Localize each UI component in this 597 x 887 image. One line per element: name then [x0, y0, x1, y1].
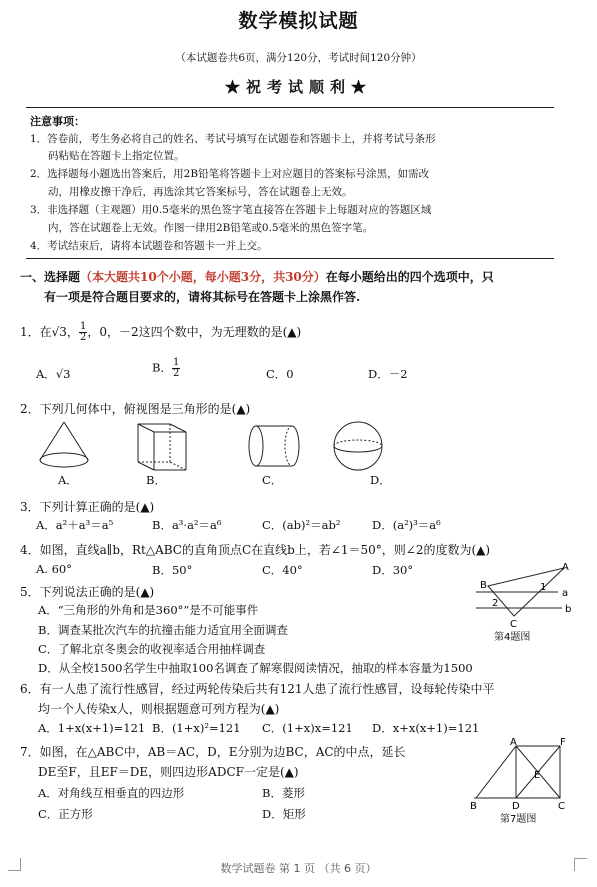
sqrt-3: √3	[51, 325, 67, 339]
notice-line: 动，用橡皮擦干净后，再选涂其它答案标号，答在试题卷上无效。	[48, 186, 353, 198]
q3-option-a: A．a²＋a³＝a⁵	[36, 518, 114, 532]
corner-mark-left	[8, 858, 21, 871]
q4-option-d: D．30°	[372, 563, 414, 577]
question-3-stem: 3．下列计算正确的是(▲)	[20, 500, 155, 514]
q6-option-c: C．(1+x)x=121	[262, 721, 353, 735]
label-D: D	[512, 801, 520, 812]
q3-option-d: D．(a²)³＝a⁶	[372, 518, 441, 532]
question-6-stem: 6．有一人患了流行性感冒，经过两轮传染后共有121人患了流行性感冒，设每轮传染中平	[20, 682, 495, 696]
blessing-text: ★祝考试顺利★	[224, 78, 372, 96]
q2-label-d: D．	[370, 473, 391, 487]
notice-line: 4．考试结束后，请将本试题卷和答题卡一并上交。	[30, 240, 268, 252]
question-2-stem: 2．下列几何体中，俯视图是三角形的是(▲)	[20, 402, 251, 416]
label-A: A	[562, 562, 569, 573]
q7-figure	[470, 736, 578, 826]
q6-option-b: B．(1+x)²=121	[152, 721, 241, 735]
q2-label-c: C．	[262, 473, 283, 487]
label-F: F	[560, 737, 566, 748]
q1-option-c: C．0	[266, 367, 294, 381]
q2-label-a: A．	[58, 473, 78, 487]
section-desc-line2: 有一项是符合题目要求的，请将其标号在答题卡上涂黑作答.	[44, 290, 361, 304]
notice-line: 1．答卷前，考生务必将自己的姓名、考试号填写在试题卷和答题卡上，并将考试号条形	[30, 133, 436, 145]
fraction-one-half: $\frac{1}{2}$	[79, 321, 87, 343]
q5-option-b: B．调查某批次汽车的抗撞击能力适宜用全面调查	[38, 623, 288, 637]
q7-option-c: C．正方形	[38, 807, 93, 821]
question-6-stem-line2: 均一个人传染x人，则根据题意可列方程为(▲)	[38, 702, 280, 716]
section-desc: 在每小题给出的四个选项中，只	[325, 270, 494, 284]
label-b: b	[565, 604, 572, 615]
q4-option-c: C．40°	[262, 563, 303, 577]
q1-option-b: B． $\frac{1}{2}$	[152, 357, 180, 379]
cylinder-shape	[249, 426, 299, 466]
q6-option-d: D．x+x(x+1)=121	[372, 721, 480, 735]
notice-line: 3．非选择题（主观题）用0.5毫米的黑色签字笔直接答在答题卡上每题对应的答题区域	[30, 204, 432, 216]
notice-heading: 注意事项：	[30, 115, 85, 128]
q3-option-c: C．(ab)²＝ab²	[262, 518, 341, 532]
page-title: 数学模拟试题	[238, 10, 359, 32]
section-score-note: （本大题共10个小题，每小题3分，共30分）	[80, 270, 326, 284]
q2-solids-figure	[30, 420, 390, 478]
side-ab	[476, 746, 516, 798]
cone-shape	[40, 422, 88, 467]
q7-option-a: A．对角线互相垂直的四边形	[38, 786, 185, 800]
fig4-caption: 第4题图	[494, 632, 531, 643]
label-B: B	[470, 801, 477, 812]
q5-option-c: C．了解北京冬奥会的收视率适合用抽样调查	[38, 642, 266, 656]
q7-option-d: D．矩形	[262, 807, 306, 821]
prism-shape	[138, 424, 186, 470]
question-7-stem: 7．如图，在△ABC中，AB＝AC，D，E分别为边BC，AC的中点，延长	[20, 745, 406, 759]
q4-option-a: A. 60°	[36, 562, 72, 576]
q1-option-a: A．√3	[36, 367, 71, 381]
q6-option-a: A．1+x(x+1)=121	[38, 721, 146, 735]
q7-option-b: B．菱形	[262, 786, 305, 800]
question-4-stem: 4．如图，直线a∥b，Rt△ABC的直角顶点C在直线b上，若∠1＝50°，则∠2的度数为(▲)	[20, 543, 491, 557]
section-heading	[20, 268, 494, 285]
notice-divider	[26, 258, 554, 259]
notice-line: 码粘贴在答题卡上指定位置。	[48, 150, 185, 162]
label-B: B	[480, 580, 487, 591]
sphere-shape	[334, 422, 382, 470]
label-A: A	[510, 737, 517, 748]
label-C: C	[558, 801, 565, 812]
label-C: C	[510, 619, 517, 630]
q5-option-d: D．从全校1500名学生中抽取100名调查了解寒假阅读情况，抽取的样本容量为1500	[38, 661, 473, 675]
label-E: E	[534, 770, 541, 781]
label-angle2: 2	[492, 598, 499, 609]
exam-info: （本试题卷共6页，满分120分，考试时间120分钟）	[175, 52, 422, 64]
question-1-stem: 1．在√3， $\frac{1}{2}$ ，0，－2这四个数中，为无理数的是(▲)	[20, 321, 302, 343]
q4-figure	[472, 560, 576, 644]
q4-option-b: B．50°	[152, 563, 193, 577]
q3-option-b: B．a³·a²＝a⁶	[152, 518, 222, 532]
page-footer: 数学试题卷 第 1 页 （共 6 页）	[220, 862, 377, 875]
header-divider	[26, 107, 554, 108]
section-prefix: 一、选择题	[20, 270, 81, 284]
q1-option-d: D．－2	[368, 367, 408, 381]
q5-option-a: A．“三角形的外角和是360°”是不可能事件	[38, 603, 259, 617]
fraction-one-half: $\frac{1}{2}$	[172, 357, 180, 379]
label-angle1: 1	[540, 582, 547, 593]
notice-line: 内，答在试题卷上无效。作图一律用2B铅笔或0.5毫米的黑色签字笔。	[48, 222, 374, 234]
question-7-stem-line2: DE至F，且EF＝DE，则四边形ADCF一定是(▲)	[38, 765, 299, 779]
corner-mark-right	[574, 858, 587, 871]
notice-line: 2．选择题每小题选出答案后，用2B铅笔将答题卡上对应题目的答案标号涂黑，如需改	[30, 168, 430, 180]
question-5-stem: 5．下列说法正确的是(▲)	[20, 585, 155, 599]
label-a: a	[562, 588, 569, 599]
q2-label-b: B．	[146, 473, 166, 487]
fig7-caption: 第7题图	[500, 814, 537, 825]
